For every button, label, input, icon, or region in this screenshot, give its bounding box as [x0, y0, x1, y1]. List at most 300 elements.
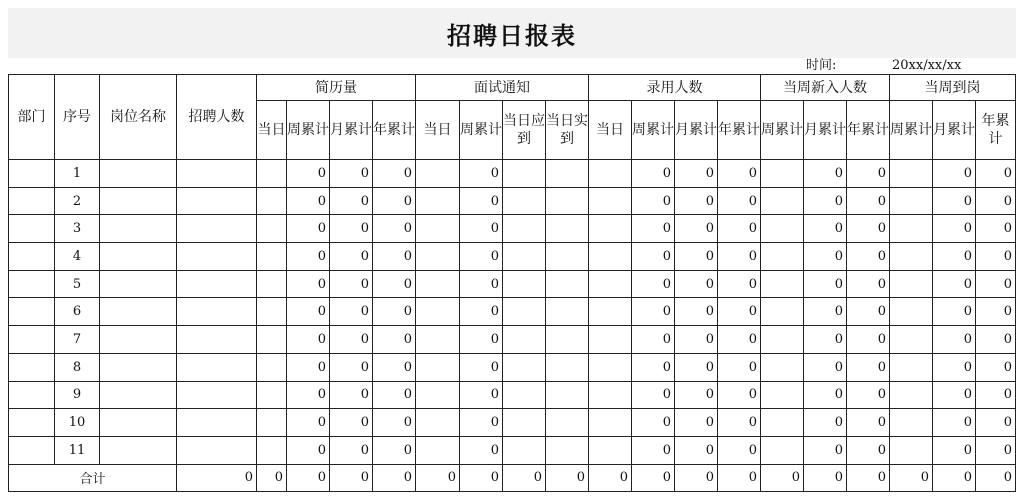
empty-cell[interactable]	[890, 298, 933, 326]
value-cell[interactable]: 0	[373, 326, 416, 354]
empty-cell[interactable]	[761, 409, 804, 437]
empty-cell[interactable]	[416, 381, 460, 409]
empty-cell[interactable]	[416, 353, 460, 381]
value-cell[interactable]: 0	[847, 160, 890, 188]
value-cell[interactable]: 0	[330, 160, 373, 188]
value-cell[interactable]: 0	[976, 160, 1016, 188]
empty-cell[interactable]	[257, 326, 287, 354]
total-cell[interactable]: 0	[373, 464, 416, 491]
value-cell[interactable]: 0	[847, 326, 890, 354]
value-cell[interactable]: 0	[287, 187, 330, 215]
empty-cell[interactable]	[9, 381, 55, 409]
total-cell[interactable]: 0	[416, 464, 460, 491]
newjoin-month: 月累计	[804, 101, 847, 160]
value-cell[interactable]: 0	[287, 326, 330, 354]
value-cell[interactable]: 0	[330, 436, 373, 464]
total-cell[interactable]: 0	[761, 464, 804, 491]
value-cell[interactable]: 0	[287, 270, 330, 298]
value-cell[interactable]: 0	[933, 270, 976, 298]
value-cell[interactable]: 0	[330, 381, 373, 409]
empty-cell[interactable]	[546, 243, 589, 271]
empty-cell[interactable]	[589, 187, 632, 215]
time-value[interactable]: 20xx/xx/xx	[892, 58, 962, 73]
empty-cell[interactable]	[257, 381, 287, 409]
group-header-hired: 录用人数	[589, 75, 761, 101]
empty-cell[interactable]	[761, 215, 804, 243]
onboard-month: 月累计	[933, 101, 976, 160]
header-recruit-count: 招聘人数	[177, 75, 257, 160]
hired-month: 月累计	[675, 101, 718, 160]
total-cell[interactable]: 0	[503, 464, 546, 491]
value-cell[interactable]: 0	[718, 243, 761, 271]
value-cell[interactable]: 0	[460, 298, 503, 326]
empty-cell[interactable]	[761, 298, 804, 326]
value-cell[interactable]: 0	[675, 381, 718, 409]
empty-cell[interactable]	[761, 353, 804, 381]
table-row	[9, 160, 1016, 188]
value-cell[interactable]: 0	[847, 436, 890, 464]
resume-year: 年累计	[373, 101, 416, 160]
empty-cell[interactable]	[503, 436, 546, 464]
empty-cell[interactable]	[177, 215, 257, 243]
value-cell[interactable]: 0	[847, 381, 890, 409]
empty-cell[interactable]	[100, 187, 177, 215]
total-cell[interactable]: 0	[847, 464, 890, 491]
empty-cell[interactable]	[416, 270, 460, 298]
empty-cell[interactable]	[890, 160, 933, 188]
table-row	[9, 409, 1016, 437]
table-row	[9, 215, 1016, 243]
empty-cell[interactable]	[890, 381, 933, 409]
value-cell[interactable]: 0	[460, 381, 503, 409]
empty-cell[interactable]	[416, 298, 460, 326]
value-cell[interactable]: 0	[460, 409, 503, 437]
value-cell[interactable]: 0	[976, 243, 1016, 271]
total-cell[interactable]: 0	[718, 464, 761, 491]
value-cell[interactable]: 0	[976, 381, 1016, 409]
empty-cell[interactable]	[589, 353, 632, 381]
empty-cell[interactable]	[890, 215, 933, 243]
hired-year: 年累计	[718, 101, 761, 160]
value-cell[interactable]: 0	[976, 298, 1016, 326]
value-cell[interactable]: 0	[976, 215, 1016, 243]
empty-cell[interactable]	[100, 298, 177, 326]
group-header-resume: 简历量	[257, 75, 416, 101]
row-seq: 8	[55, 353, 100, 381]
value-cell[interactable]: 0	[804, 160, 847, 188]
value-cell[interactable]: 0	[460, 160, 503, 188]
empty-cell[interactable]	[257, 298, 287, 326]
empty-cell[interactable]	[9, 298, 55, 326]
value-cell[interactable]: 0	[675, 215, 718, 243]
empty-cell[interactable]	[503, 270, 546, 298]
empty-cell[interactable]	[589, 436, 632, 464]
empty-cell[interactable]	[9, 436, 55, 464]
empty-cell[interactable]	[546, 270, 589, 298]
empty-cell[interactable]	[416, 436, 460, 464]
empty-cell[interactable]	[589, 409, 632, 437]
value-cell[interactable]: 0	[933, 160, 976, 188]
value-cell[interactable]: 0	[675, 409, 718, 437]
value-cell[interactable]: 0	[632, 353, 675, 381]
empty-cell[interactable]	[416, 243, 460, 271]
empty-cell[interactable]	[9, 187, 55, 215]
value-cell[interactable]: 0	[632, 436, 675, 464]
value-cell[interactable]: 0	[804, 353, 847, 381]
total-cell[interactable]: 0	[890, 464, 933, 491]
value-cell[interactable]: 0	[804, 326, 847, 354]
row-seq: 4	[55, 243, 100, 271]
value-cell[interactable]: 0	[804, 187, 847, 215]
empty-cell[interactable]	[589, 326, 632, 354]
value-cell[interactable]: 0	[933, 243, 976, 271]
empty-cell[interactable]	[890, 243, 933, 271]
value-cell[interactable]: 0	[718, 353, 761, 381]
empty-cell[interactable]	[589, 160, 632, 188]
value-cell[interactable]: 0	[287, 409, 330, 437]
empty-cell[interactable]	[257, 409, 287, 437]
empty-cell[interactable]	[9, 270, 55, 298]
empty-cell[interactable]	[177, 409, 257, 437]
group-header-interview: 面试通知	[416, 75, 589, 101]
table-body	[9, 160, 1016, 492]
value-cell[interactable]: 0	[287, 298, 330, 326]
table-row	[9, 381, 1016, 409]
total-cell[interactable]: 0	[589, 464, 632, 491]
empty-cell[interactable]	[177, 326, 257, 354]
group-header-onboard: 当周到岗	[890, 75, 1016, 101]
value-cell[interactable]: 0	[330, 298, 373, 326]
empty-cell[interactable]	[416, 160, 460, 188]
empty-cell[interactable]	[503, 243, 546, 271]
table-row	[9, 436, 1016, 464]
table-row	[9, 243, 1016, 271]
interview-week: 周累计	[460, 101, 503, 160]
value-cell[interactable]: 0	[632, 187, 675, 215]
total-cell[interactable]: 0	[257, 464, 287, 491]
value-cell[interactable]: 0	[460, 270, 503, 298]
hired-week: 周累计	[632, 101, 675, 160]
value-cell[interactable]: 0	[330, 243, 373, 271]
header-seq: 序号	[55, 75, 100, 160]
total-cell[interactable]: 0	[933, 464, 976, 491]
empty-cell[interactable]	[100, 270, 177, 298]
empty-cell[interactable]	[177, 243, 257, 271]
value-cell[interactable]: 0	[847, 353, 890, 381]
value-cell[interactable]: 0	[287, 243, 330, 271]
empty-cell[interactable]	[100, 243, 177, 271]
value-cell[interactable]: 0	[933, 409, 976, 437]
value-cell[interactable]: 0	[718, 381, 761, 409]
value-cell[interactable]: 0	[718, 409, 761, 437]
value-cell[interactable]: 0	[847, 270, 890, 298]
value-cell[interactable]: 0	[718, 436, 761, 464]
empty-cell[interactable]	[9, 326, 55, 354]
value-cell[interactable]: 0	[847, 243, 890, 271]
empty-cell[interactable]	[503, 187, 546, 215]
empty-cell[interactable]	[257, 436, 287, 464]
value-cell[interactable]: 0	[804, 381, 847, 409]
newjoin-year: 年累计	[847, 101, 890, 160]
total-cell[interactable]: 0	[177, 464, 257, 491]
value-cell[interactable]: 0	[373, 243, 416, 271]
empty-cell[interactable]	[416, 187, 460, 215]
value-cell[interactable]: 0	[373, 409, 416, 437]
value-cell[interactable]: 0	[933, 326, 976, 354]
empty-cell[interactable]	[761, 243, 804, 271]
interview-actual: 当日实到	[546, 101, 589, 160]
value-cell[interactable]: 0	[460, 243, 503, 271]
empty-cell[interactable]	[761, 187, 804, 215]
empty-cell[interactable]	[589, 381, 632, 409]
empty-cell[interactable]	[503, 409, 546, 437]
value-cell[interactable]: 0	[804, 409, 847, 437]
value-cell[interactable]: 0	[804, 270, 847, 298]
empty-cell[interactable]	[546, 436, 589, 464]
empty-cell[interactable]	[177, 298, 257, 326]
empty-cell[interactable]	[546, 215, 589, 243]
empty-cell[interactable]	[100, 326, 177, 354]
empty-cell[interactable]	[9, 160, 55, 188]
empty-cell[interactable]	[9, 215, 55, 243]
empty-cell[interactable]	[589, 298, 632, 326]
value-cell[interactable]: 0	[460, 215, 503, 243]
resume-month: 月累计	[330, 101, 373, 160]
value-cell[interactable]: 0	[847, 215, 890, 243]
empty-cell[interactable]	[503, 326, 546, 354]
empty-cell[interactable]	[100, 215, 177, 243]
empty-cell[interactable]	[546, 187, 589, 215]
empty-cell[interactable]	[890, 187, 933, 215]
value-cell[interactable]: 0	[330, 215, 373, 243]
report-title: 招聘日报表	[8, 8, 1016, 58]
empty-cell[interactable]	[9, 353, 55, 381]
interview-expected: 当日应到	[503, 101, 546, 160]
value-cell[interactable]: 0	[976, 326, 1016, 354]
value-cell[interactable]: 0	[933, 381, 976, 409]
value-cell[interactable]: 0	[675, 270, 718, 298]
value-cell[interactable]: 0	[847, 298, 890, 326]
empty-cell[interactable]	[546, 409, 589, 437]
value-cell[interactable]: 0	[373, 187, 416, 215]
value-cell[interactable]: 0	[287, 436, 330, 464]
empty-cell[interactable]	[503, 160, 546, 188]
value-cell[interactable]: 0	[718, 215, 761, 243]
value-cell[interactable]: 0	[632, 215, 675, 243]
value-cell[interactable]: 0	[460, 187, 503, 215]
value-cell[interactable]: 0	[847, 409, 890, 437]
empty-cell[interactable]	[9, 409, 55, 437]
total-cell[interactable]: 0	[287, 464, 330, 491]
empty-cell[interactable]	[416, 409, 460, 437]
table-row	[9, 270, 1016, 298]
total-cell[interactable]: 0	[546, 464, 589, 491]
value-cell[interactable]: 0	[373, 215, 416, 243]
header-dept: 部门	[9, 75, 55, 160]
value-cell[interactable]: 0	[976, 409, 1016, 437]
empty-cell[interactable]	[546, 326, 589, 354]
value-cell[interactable]: 0	[632, 381, 675, 409]
empty-cell[interactable]	[761, 381, 804, 409]
value-cell[interactable]: 0	[933, 298, 976, 326]
value-cell[interactable]: 0	[847, 187, 890, 215]
value-cell[interactable]: 0	[675, 160, 718, 188]
empty-cell[interactable]	[257, 243, 287, 271]
value-cell[interactable]: 0	[373, 353, 416, 381]
value-cell[interactable]: 0	[675, 243, 718, 271]
empty-cell[interactable]	[503, 381, 546, 409]
value-cell[interactable]: 0	[632, 160, 675, 188]
empty-cell[interactable]	[890, 270, 933, 298]
group-header-newjoin: 当周新入人数	[761, 75, 890, 101]
empty-cell[interactable]	[503, 215, 546, 243]
value-cell[interactable]: 0	[718, 326, 761, 354]
value-cell[interactable]: 0	[460, 436, 503, 464]
empty-cell[interactable]	[503, 353, 546, 381]
empty-cell[interactable]	[177, 160, 257, 188]
value-cell[interactable]: 0	[460, 326, 503, 354]
row-seq: 9	[55, 381, 100, 409]
value-cell[interactable]: 0	[718, 160, 761, 188]
recruitment-table	[8, 74, 1016, 492]
empty-cell[interactable]	[890, 436, 933, 464]
empty-cell[interactable]	[9, 243, 55, 271]
empty-cell[interactable]	[100, 409, 177, 437]
resume-week: 周累计	[287, 101, 330, 160]
value-cell[interactable]: 0	[804, 436, 847, 464]
value-cell[interactable]: 0	[330, 409, 373, 437]
empty-cell[interactable]	[589, 270, 632, 298]
value-cell[interactable]: 0	[718, 270, 761, 298]
value-cell[interactable]: 0	[287, 160, 330, 188]
value-cell[interactable]: 0	[675, 436, 718, 464]
value-cell[interactable]: 0	[976, 353, 1016, 381]
value-cell[interactable]: 0	[330, 187, 373, 215]
empty-cell[interactable]	[761, 436, 804, 464]
empty-cell[interactable]	[761, 160, 804, 188]
total-cell[interactable]: 0	[460, 464, 503, 491]
value-cell[interactable]: 0	[287, 381, 330, 409]
empty-cell[interactable]	[546, 353, 589, 381]
value-cell[interactable]: 0	[976, 436, 1016, 464]
empty-cell[interactable]	[100, 381, 177, 409]
header-position: 岗位名称	[100, 75, 177, 160]
total-cell[interactable]: 0	[976, 464, 1016, 491]
total-cell[interactable]: 0	[804, 464, 847, 491]
value-cell[interactable]: 0	[804, 243, 847, 271]
value-cell[interactable]: 0	[287, 353, 330, 381]
value-cell[interactable]: 0	[373, 436, 416, 464]
empty-cell[interactable]	[177, 270, 257, 298]
empty-cell[interactable]	[257, 160, 287, 188]
empty-cell[interactable]	[761, 270, 804, 298]
value-cell[interactable]: 0	[373, 270, 416, 298]
value-cell[interactable]: 0	[287, 215, 330, 243]
empty-cell[interactable]	[257, 215, 287, 243]
value-cell[interactable]: 0	[632, 409, 675, 437]
value-cell[interactable]: 0	[373, 160, 416, 188]
empty-cell[interactable]	[546, 160, 589, 188]
row-seq: 10	[55, 409, 100, 437]
empty-cell[interactable]	[589, 215, 632, 243]
empty-cell[interactable]	[546, 298, 589, 326]
table-row	[9, 353, 1016, 381]
empty-cell[interactable]	[100, 436, 177, 464]
value-cell[interactable]: 0	[933, 436, 976, 464]
value-cell[interactable]: 0	[632, 326, 675, 354]
empty-cell[interactable]	[177, 187, 257, 215]
empty-cell[interactable]	[257, 270, 287, 298]
onboard-week: 周累计	[890, 101, 933, 160]
empty-cell[interactable]	[177, 353, 257, 381]
value-cell[interactable]: 0	[632, 243, 675, 271]
value-cell[interactable]: 0	[718, 298, 761, 326]
empty-cell[interactable]	[761, 326, 804, 354]
value-cell[interactable]: 0	[330, 270, 373, 298]
empty-cell[interactable]	[890, 353, 933, 381]
value-cell[interactable]: 0	[675, 353, 718, 381]
row-seq: 3	[55, 215, 100, 243]
empty-cell[interactable]	[890, 326, 933, 354]
table-row	[9, 187, 1016, 215]
value-cell[interactable]: 0	[675, 326, 718, 354]
empty-cell[interactable]	[503, 298, 546, 326]
row-seq: 1	[55, 160, 100, 188]
value-cell[interactable]: 0	[804, 298, 847, 326]
empty-cell[interactable]	[177, 381, 257, 409]
empty-cell[interactable]	[257, 353, 287, 381]
total-cell[interactable]: 0	[330, 464, 373, 491]
row-seq: 7	[55, 326, 100, 354]
value-cell[interactable]: 0	[933, 215, 976, 243]
value-cell[interactable]: 0	[632, 298, 675, 326]
value-cell[interactable]: 0	[933, 353, 976, 381]
empty-cell[interactable]	[416, 326, 460, 354]
total-row	[9, 464, 1016, 491]
empty-cell[interactable]	[177, 436, 257, 464]
value-cell[interactable]: 0	[632, 270, 675, 298]
onboard-year: 年累计	[976, 101, 1016, 160]
empty-cell[interactable]	[589, 243, 632, 271]
total-cell[interactable]: 0	[632, 464, 675, 491]
row-seq: 5	[55, 270, 100, 298]
value-cell[interactable]: 0	[373, 298, 416, 326]
total-cell[interactable]: 0	[675, 464, 718, 491]
row-seq: 6	[55, 298, 100, 326]
value-cell[interactable]: 0	[675, 298, 718, 326]
value-cell[interactable]: 0	[976, 187, 1016, 215]
empty-cell[interactable]	[416, 215, 460, 243]
value-cell[interactable]: 0	[933, 187, 976, 215]
value-cell[interactable]: 0	[976, 270, 1016, 298]
value-cell[interactable]: 0	[330, 326, 373, 354]
resume-day: 当日	[257, 101, 287, 160]
empty-cell[interactable]	[257, 187, 287, 215]
value-cell[interactable]: 0	[330, 353, 373, 381]
value-cell[interactable]: 0	[460, 353, 503, 381]
empty-cell[interactable]	[100, 160, 177, 188]
value-cell[interactable]: 0	[804, 215, 847, 243]
interview-day: 当日	[416, 101, 460, 160]
row-seq: 11	[55, 436, 100, 464]
value-cell[interactable]: 0	[675, 187, 718, 215]
row-seq: 2	[55, 187, 100, 215]
value-cell[interactable]: 0	[718, 187, 761, 215]
empty-cell[interactable]	[546, 381, 589, 409]
empty-cell[interactable]	[890, 409, 933, 437]
value-cell[interactable]: 0	[373, 381, 416, 409]
empty-cell[interactable]	[100, 353, 177, 381]
